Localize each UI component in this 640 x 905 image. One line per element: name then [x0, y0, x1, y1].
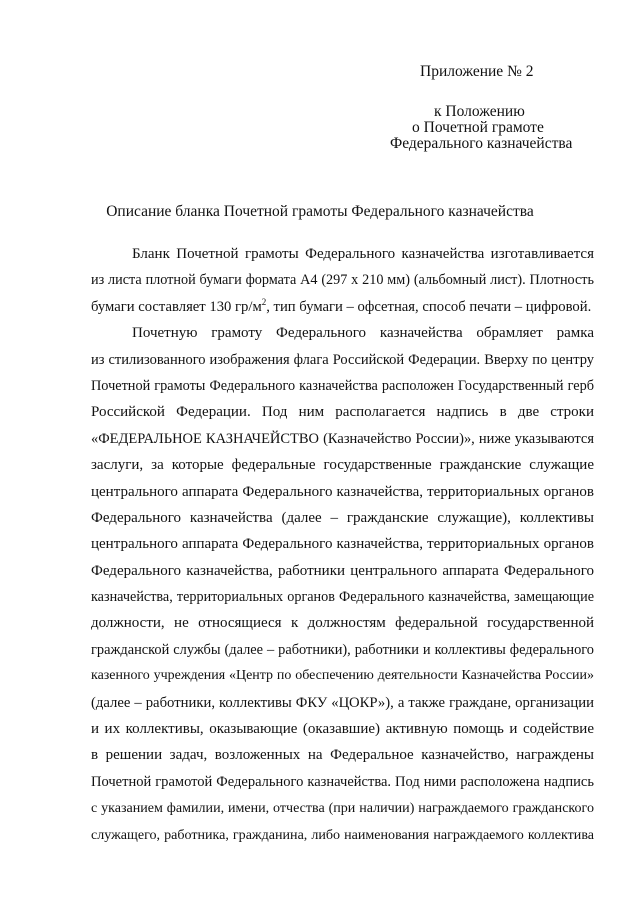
paragraph-2-line: из стилизованного изображения флага Российской Федерации. Вверху по центру: [91, 351, 594, 368]
paragraph-2-line: (далее – работники, коллективы ФКУ «ЦОКР»), а также граждане, организации: [91, 694, 594, 711]
paragraph-2-line: казенного учреждения «Центр по обеспечению деятельности Казначейства России»: [91, 668, 594, 684]
paragraph-2-line: с указанием фамилии, имени, отчества (при наличии) награждаемого гражданского: [91, 800, 594, 817]
paragraph-1-line-1: Бланк Почетной грамоты Федерального казначейства изготавливается: [132, 246, 594, 262]
paragraph-2-line: Федерального казначейства, работники центрального аппарата Федерального: [91, 562, 594, 579]
paragraph-2-line: казначейства, территориальных органов Федерального казначейства, замещающие: [91, 589, 594, 606]
paragraph-2-line: гражданской службы (далее – работники), работники и коллективы федерального: [91, 641, 594, 658]
appendix-title: Приложение № 2: [420, 63, 534, 80]
document-body: [91, 241, 594, 848]
paragraph-2-line: Российской Федерации. Под ним располагается надпись в две строки: [91, 404, 594, 421]
appendix-line-3: Федерального казначейства: [390, 135, 573, 152]
paragraph-2-line: «ФЕДЕРАЛЬНОЕ КАЗНАЧЕЙСТВО (Казначейство России)», ниже указываются: [91, 430, 594, 447]
paragraph-2-line: и их коллективы, оказывающие (оказавшие) активную помощь и содействие: [91, 721, 594, 738]
paragraph-2-line: служащего, работника, гражданина, либо наименования награждаемого коллектива: [91, 826, 594, 843]
paragraph-2-line: центрального аппарата Федерального казначейства, территориальных органов: [91, 536, 594, 553]
appendix-line-2: о Почетной грамоте: [412, 119, 544, 136]
appendix-line-1: к Положению: [434, 103, 525, 120]
paragraph-2-line: Федерального казначейства (далее – гражданские служащие), коллективы: [91, 509, 594, 526]
paragraph-2-line: заслуги, за которые федеральные государственные гражданские служащие: [91, 457, 594, 474]
superscript-2: 2: [261, 296, 267, 307]
paragraph-2-line: Почетной грамоты Федерального казначейства расположен Государственный герб: [91, 377, 594, 394]
paragraph-1-line-3-text: бумаги составляет 130 гр/м: [91, 298, 262, 315]
paragraph-2-line: Почетную грамоту Федерального казначейства обрамляет рамка: [132, 325, 594, 342]
paragraph-2-line: центрального аппарата Федерального казначейства, территориальных органов: [91, 483, 594, 500]
paragraph-2-line: должности, не относящиеся к должностям федеральной государственной: [91, 615, 594, 632]
paragraph-2-line: в решении задач, возложенных на Федеральное казначейство, награждены: [91, 747, 594, 764]
paragraph-1-line-3: [91, 294, 594, 320]
paragraph-1-line-3-text-end: , тип бумаги – офсетная, способ печати – цифровой.: [266, 298, 592, 315]
paragraph-1-line-2: из листа плотной бумаги формата А4 (297 х 210 мм) (альбомный лист). Плотность: [91, 272, 594, 289]
paragraph-2-line: Почетной грамотой Федерального казначейства. Под ними расположена надпись: [91, 773, 594, 790]
document-title: Описание бланка Почетной грамоты Федерального казначейства: [106, 203, 534, 220]
